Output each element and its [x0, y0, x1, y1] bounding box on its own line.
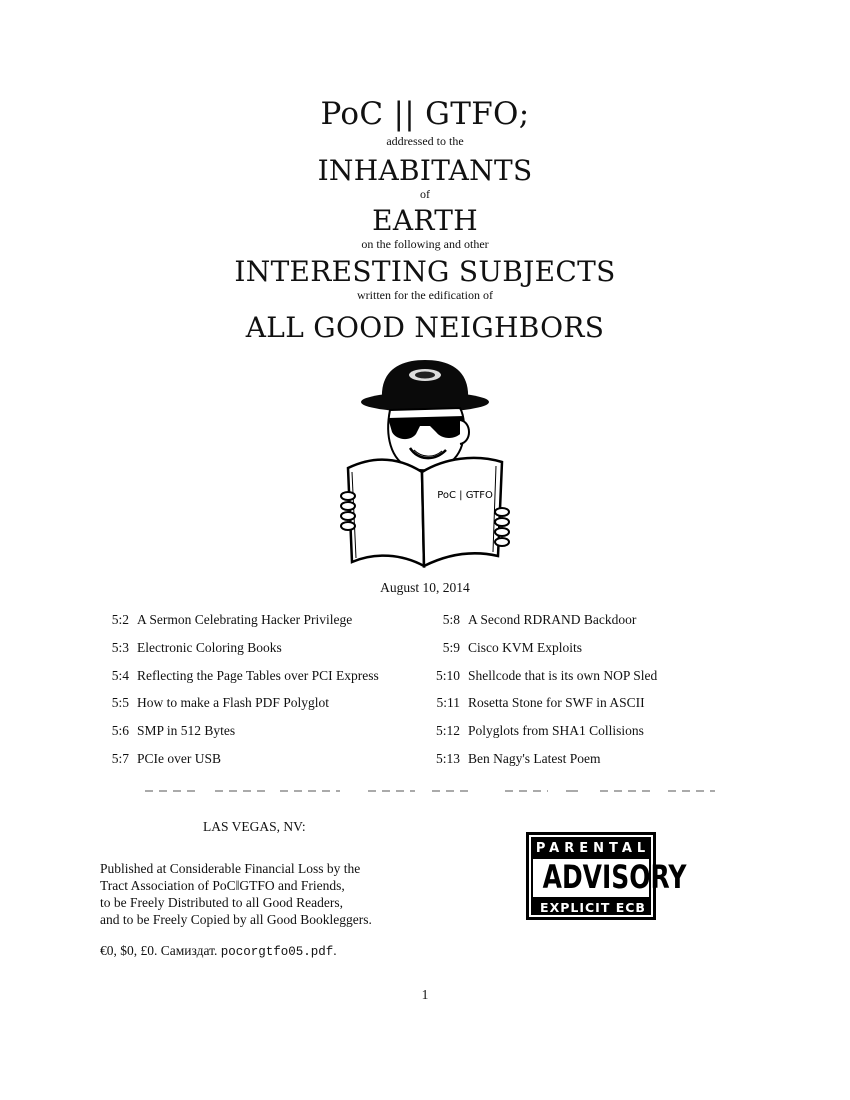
- toc-item-title: Electronic Coloring Books: [137, 639, 282, 655]
- publisher-line-2: Tract Association of PoC‖GTFO and Friends,: [100, 878, 345, 893]
- publisher-line-4: and to be Freely Copied by all Good Bookleggers.: [100, 912, 372, 927]
- toc-item-title: Reflecting the Page Tables over PCI Express: [137, 667, 379, 683]
- toc-item-number: 5:11: [436, 695, 460, 711]
- toc-item-title: How to make a Flash PDF Polyglot: [137, 695, 330, 711]
- toc-item-number: 5:4: [111, 667, 129, 683]
- toc-item-number: 5:10: [435, 667, 460, 683]
- toc-item: [428, 668, 657, 684]
- toc-item-number: 5:6: [111, 723, 129, 739]
- toc-item-title: Cisco KVM Exploits: [468, 639, 583, 655]
- title-subline-2: of: [420, 187, 430, 201]
- heading-all-good-neighbors: ALL GOOD NEIGHBORS: [245, 311, 605, 344]
- toc-item-number: 5:2: [111, 612, 129, 627]
- toc-item: [103, 668, 379, 684]
- toc-item: [428, 723, 644, 739]
- toc-item-number: 5:12: [435, 723, 460, 739]
- toc-item: [428, 695, 645, 711]
- title: PoC || GTFO;: [320, 96, 530, 132]
- toc-item-title: Shellcode that is its own NOP Sled: [468, 667, 658, 683]
- toc-item-number: 5:8: [442, 612, 460, 627]
- publisher-line-1: Published at Considerable Financial Loss by the: [100, 861, 361, 876]
- toc-item: [103, 751, 221, 767]
- advisory-bottom-text: EXPLICIT ECB: [540, 900, 646, 915]
- title-subline-3: on the following and other: [361, 237, 489, 251]
- toc-item-number: 5:9: [442, 639, 460, 655]
- toc-item: [103, 695, 329, 711]
- publisher-line-3: to be Freely Distributed to all Good Readers,: [100, 895, 343, 910]
- advisory-middle-text: ADVISORY: [542, 858, 687, 896]
- toc-item: [103, 640, 282, 656]
- toc-item: [103, 612, 352, 628]
- pdf-filename: pocorgtfo05.pdf: [220, 945, 334, 959]
- toc-item-number: 5:3: [111, 639, 129, 655]
- toc-item-title: SMP in 512 Bytes: [137, 723, 236, 739]
- heading-earth: EARTH: [372, 204, 478, 237]
- toc-item: [428, 640, 582, 656]
- toc-item-number: 5:5: [111, 695, 129, 711]
- toc-item-title: A Second RDRAND Backdoor: [468, 612, 637, 627]
- parental-advisory-label: [526, 832, 687, 920]
- toc-item: [428, 612, 636, 628]
- advisory-top-text: PARENTAL: [535, 841, 651, 856]
- reader-illustration: [330, 350, 520, 572]
- toc-item-title: Ben Nagy's Latest Poem: [468, 751, 601, 766]
- heading-interesting-subjects: INTERESTING SUBJECTS: [234, 255, 616, 288]
- toc-item: [103, 723, 235, 739]
- title-subline-1: addressed to the: [386, 134, 464, 148]
- page-number: 1: [421, 987, 429, 1002]
- publisher-block: [100, 860, 372, 928]
- price-text: €0, $0, £0. Самиздат.: [100, 943, 218, 958]
- toc-item-number: 5:13: [435, 751, 460, 766]
- toc-item-title: Polyglots from SHA1 Collisions: [468, 723, 644, 739]
- separator-line: [140, 786, 720, 796]
- toc-item-title: A Sermon Celebrating Hacker Privilege: [137, 612, 353, 627]
- toc-item-title: PCIe over USB: [137, 751, 221, 766]
- price-end: .: [333, 943, 337, 958]
- title-subline-4: written for the edification of: [357, 288, 493, 302]
- toc-item-title: Rosetta Stone for SWF in ASCII: [468, 695, 645, 711]
- toc-item-number: 5:7: [111, 751, 129, 766]
- issue-date: August 10, 2014: [380, 580, 470, 595]
- toc-item: [428, 751, 601, 767]
- book-cover-label: PoC | GTFO: [437, 490, 493, 501]
- location: LAS VEGAS, NV:: [203, 819, 306, 834]
- price-line: [100, 942, 337, 961]
- heading-inhabitants: INHABITANTS: [317, 154, 533, 187]
